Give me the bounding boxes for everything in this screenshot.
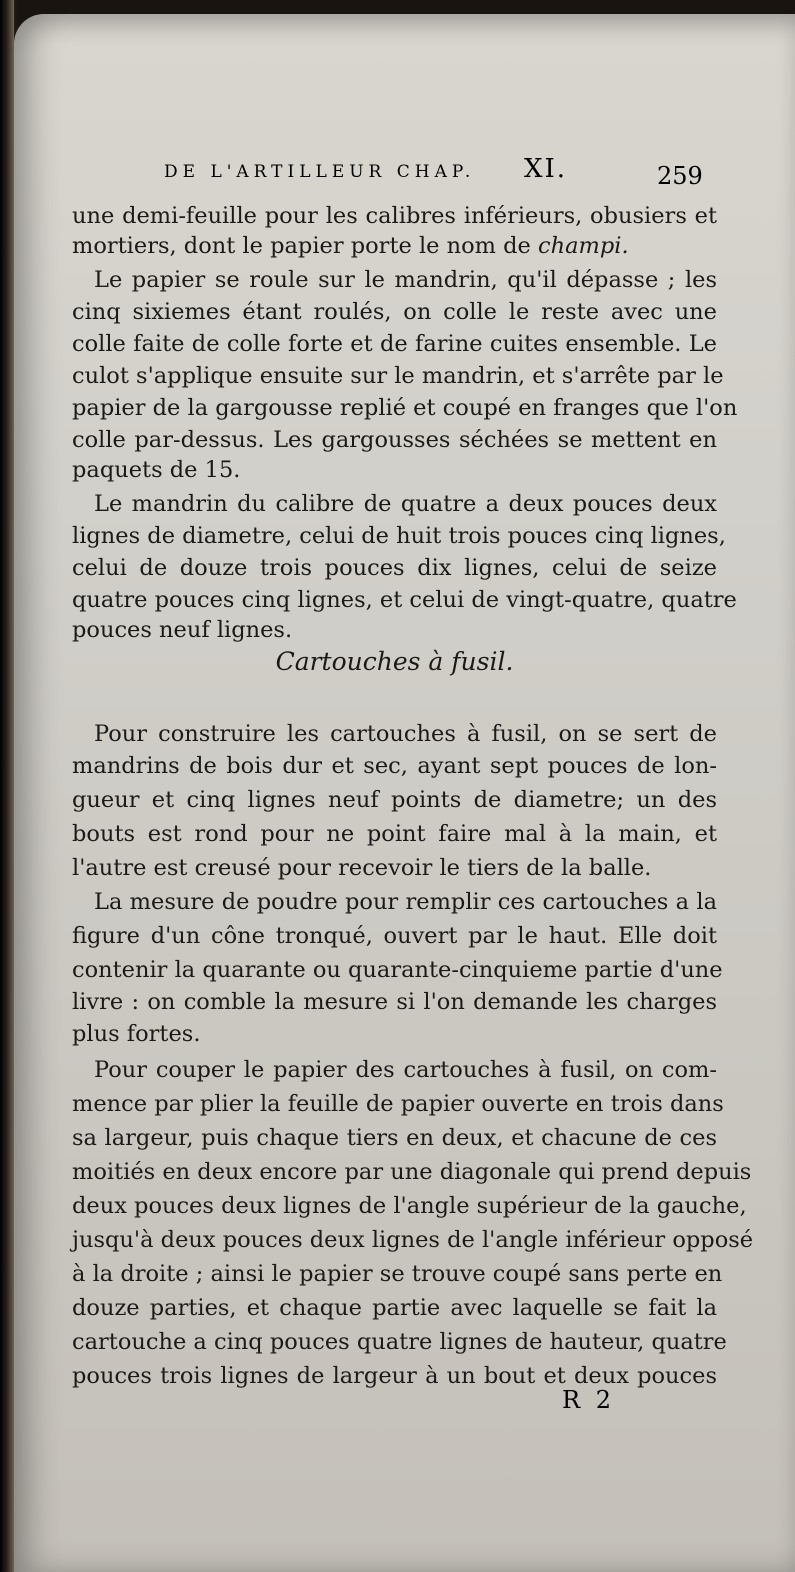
text-line: jusqu'à deux pouces deux lignes de l'angle inférieur opposé [72, 1227, 754, 1253]
text-line: plus fortes. [72, 1021, 201, 1047]
text-line: mence par plier la feuille de papier ouverte en trois dans [72, 1091, 724, 1117]
text-line: contenir la quarante ou quarante-cinquieme partie d'une [72, 957, 723, 983]
section-heading: Cartouches à fusil. [275, 647, 514, 676]
text-line: Pour couper le papier des cartouches à fusil, on com- [94, 1057, 717, 1083]
running-head [104, 156, 714, 196]
text-line: moitiés en deux encore par une diagonale qui prend depuis [72, 1159, 752, 1185]
text-line: mandrins de bois dur et sec, ayant sept pouces de lon- [72, 753, 717, 779]
text-line: paquets de 15. [72, 457, 241, 483]
text-line: deux pouces deux lignes de l'angle supérieur de la gauche, [72, 1193, 747, 1219]
text-line: culot s'applique ensuite sur le mandrin, et s'arrête par le [72, 363, 724, 389]
text-line: une demi-feuille pour les calibres inférieurs, obusiers et [72, 203, 717, 229]
italic-term: champi. [538, 233, 629, 259]
text-line: cartouche a cinq pouces quatre lignes de hauteur, quatre [72, 1329, 727, 1355]
text-line: cinq sixiemes étant roulés, on colle le reste avec une [72, 299, 717, 325]
text-line: quatre pouces cinq lignes, et celui de vingt-quatre, quatre [72, 587, 737, 613]
text-line: bouts est rond pour ne point faire mal à la main, et [72, 821, 717, 847]
text-line: celui de douze trois pouces dix lignes, celui de seize [72, 555, 717, 581]
text-line: mortiers, dont le papier porte le nom de champi. [72, 233, 629, 259]
text-line: l'autre est creusé pour recevoir le tiers de la balle. [72, 855, 652, 881]
text-line: Le mandrin du calibre de quatre a deux pouces deux [94, 491, 717, 517]
text-line: colle faite de colle forte et de farine cuites ensemble. Le [72, 331, 717, 357]
text-line: livre : on comble la mesure si l'on demande les charges [72, 989, 717, 1015]
text-line: lignes de diametre, celui de huit trois pouces cinq lignes, [72, 523, 726, 549]
text-line: colle par-dessus. Les gargousses séchées se mettent en [72, 427, 717, 453]
text-line: papier de la gargousse replié et coupé en franges que l'on [72, 395, 738, 421]
signature-mark: R 2 [562, 1386, 615, 1414]
text-line: Le papier se roule sur le mandrin, qu'il dépasse ; les [94, 267, 717, 293]
text-line: sa largeur, puis chaque tiers en deux, et chacune de ces [72, 1125, 717, 1151]
text-line: figure d'un cône tronqué, ouvert par le haut. Elle doit [72, 923, 717, 949]
book-gutter [0, 0, 14, 1572]
text-line: La mesure de poudre pour remplir ces cartouches a la [94, 889, 717, 915]
book-page [14, 14, 795, 1572]
text-line: Pour construire les cartouches à fusil, on se sert de [94, 721, 717, 747]
text-line: douze parties, et chaque partie avec laquelle se fait la [72, 1295, 717, 1321]
text-line: pouces trois lignes de largeur à un bout et deux pouces [72, 1363, 717, 1389]
text-line: pouces neuf lignes. [72, 617, 293, 643]
text-line: à la droite ; ainsi le papier se trouve coupé sans perte en [72, 1261, 723, 1287]
running-head-title: DE L'ARTILLEUR CHAP. [164, 162, 476, 182]
page-number: 259 [657, 162, 703, 190]
text-line: gueur et cinq lignes neuf points de diametre; un des [72, 787, 717, 813]
chapter-number: XI. [524, 154, 568, 184]
